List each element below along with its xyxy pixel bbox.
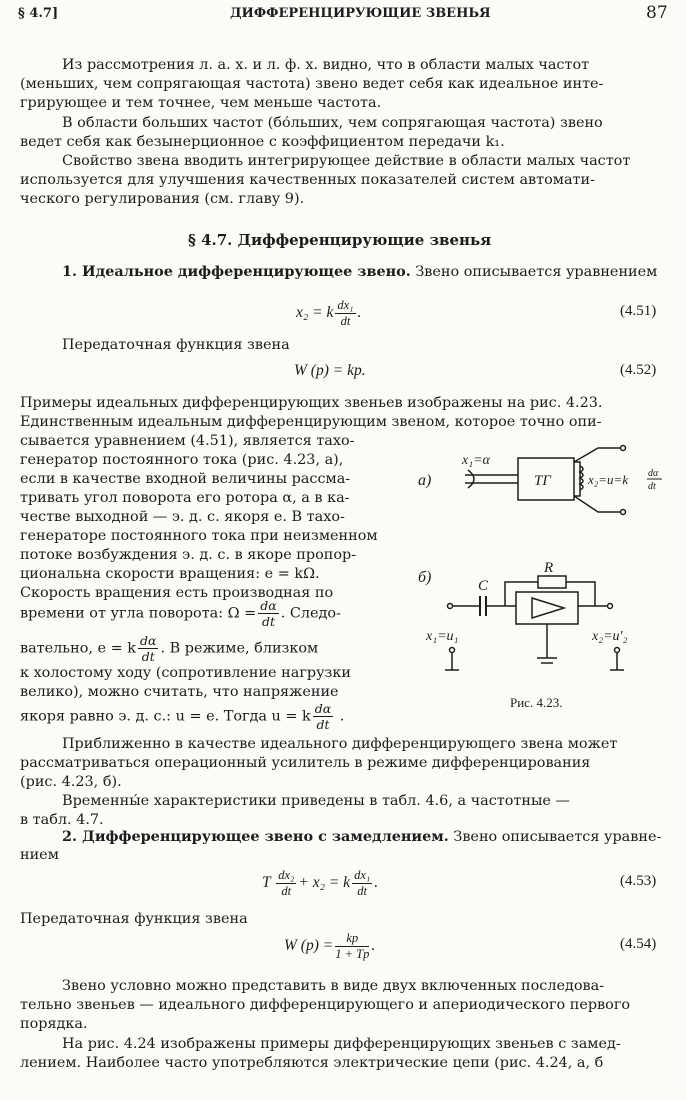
- sub2-line: [62, 827, 661, 847]
- p3-line-2: используется для улучшения качественных показателей систем автомати-: [20, 172, 595, 188]
- section-title: § 4.7. Дифференцирующие звенья: [188, 231, 492, 249]
- l14-fraction: [313, 701, 333, 732]
- fig-input-a: x₁=α: [462, 453, 490, 468]
- eq453-fraction-2: [352, 868, 372, 899]
- p3-line-1: Свойство звена вводить интегрирующее действие в области малых частот: [62, 153, 631, 169]
- fig-output-a-num: dα: [648, 468, 659, 479]
- terminal-b-in: [448, 604, 453, 609]
- sub1-heading: 1. Идеальное дифференцирующее звено.: [62, 263, 411, 280]
- transfer-label-1: Передаточная функция звена: [62, 337, 290, 353]
- wrap-line-2: генератор постоянного тока (рис. 4.23, а),: [20, 452, 344, 468]
- feedback-right: [566, 582, 595, 606]
- sub2-text: Звено описывается уравне-: [448, 829, 662, 845]
- l11-text-b: . В режиме, близком: [160, 640, 319, 657]
- l14-text-a: якоря равно э. д. с.: u = e. Тогда u = k: [20, 708, 311, 725]
- p5-line-2: рассматриваться операционный усилитель в режиме дифференцирования: [20, 755, 591, 771]
- l10-text-a: времени от угла поворота: Ω =: [20, 605, 257, 622]
- running-section: § 4.7]: [18, 6, 59, 21]
- eq453-den1: dt: [281, 884, 292, 898]
- page-number: 87: [646, 3, 668, 23]
- wrap-line-11: [20, 633, 318, 664]
- amplifier-triangle: [532, 598, 564, 618]
- wrap-line-5: честве выходной — э. д. с. якоря е. В тахо-: [20, 509, 345, 525]
- p6-line-2: в табл. 4.7.: [20, 812, 104, 828]
- eq451-lhs: x₂ = k: [296, 304, 334, 322]
- l10-num: dα: [260, 598, 277, 613]
- eq451-num: dx₁: [337, 298, 354, 312]
- equation-4-52: W (p) = kp.: [294, 362, 366, 379]
- terminal-a-bottom: [621, 510, 626, 515]
- eq453-T: T: [262, 874, 271, 892]
- p1-line-2: (меньших, чем сопрягающая частота) звено ведет себя как идеальное инте-: [20, 76, 604, 92]
- p7-line-2: тельно звеньев — идеального дифференцирующего и апериодического первого: [20, 997, 631, 1013]
- eq454-num: kp: [335, 931, 369, 947]
- fig-output-b: x₂=u′₂: [592, 629, 628, 644]
- equation-4-54: [284, 931, 375, 962]
- l14-den: dt: [316, 717, 330, 732]
- eq453-num2: dx₁: [354, 868, 371, 882]
- eq454-fraction: [335, 931, 369, 962]
- fig-capacitor-label: C: [478, 578, 489, 594]
- p2-line-2: ведет себя как безынерционное с коэффициентом передачи k₁.: [20, 134, 505, 150]
- eq453-den2: dt: [357, 884, 368, 898]
- eq453-num1: dx₂: [278, 868, 295, 882]
- eq454-end: .: [371, 937, 376, 955]
- equation-number-4-53: (4.53): [620, 873, 657, 889]
- equation-number-4-51: (4.51): [620, 303, 657, 319]
- eq453-end: .: [374, 874, 379, 892]
- wrap-line-14: [20, 701, 344, 732]
- fig-input-b: x₁=u₁: [426, 629, 459, 644]
- wrap-line-10: [20, 598, 341, 629]
- equation-number-4-52: (4.52): [620, 362, 657, 378]
- eq451-fraction: [335, 298, 355, 329]
- fig-output-a-den: dt: [648, 481, 656, 492]
- sub2-cont: нием: [20, 847, 59, 863]
- p3-line-3: ческого регулирования (см. главу 9).: [20, 191, 305, 207]
- l14-text-b: .: [335, 708, 345, 725]
- sub2-heading: 2. Дифференцирующее звено с замедлением.: [62, 828, 449, 845]
- wrap-line-8: циональна скорости вращения: е = kΩ.: [20, 566, 320, 582]
- equation-number-4-54: (4.54): [620, 936, 657, 952]
- out-wire-top: [574, 448, 620, 462]
- running-title: ДИФФЕРЕНЦИРУЮЩИЕ ЗВЕНЬЯ: [230, 6, 491, 21]
- terminal-in-ground: [450, 648, 455, 653]
- equation-4-53: [262, 868, 378, 899]
- eq451-end: .: [357, 304, 362, 322]
- output-coil: [574, 462, 580, 496]
- rotation-arrow: [468, 470, 474, 488]
- wrap-line-4: тривать угол поворота его ротора α, а в ка-: [20, 490, 350, 506]
- wrap-line-7: потоке возбуждения э. д. с. в якоре пропор-: [20, 547, 357, 563]
- eq454-lhs: W (p) =: [284, 937, 334, 955]
- p4-line-2: Единственным идеальным дифференцирующим звеном, которое точно опи-: [20, 414, 602, 430]
- l11-den: dt: [141, 649, 155, 664]
- fig-resistor-label: R: [544, 560, 554, 576]
- l10-text-b: . Следо-: [280, 605, 341, 622]
- resistor: [538, 576, 566, 588]
- l11-fraction: [138, 633, 158, 664]
- terminal-b-out: [608, 604, 613, 609]
- sub1-text: Звено описывается уравнением: [410, 264, 658, 280]
- terminal-out-ground: [615, 648, 620, 653]
- fig-label-b: б): [418, 569, 432, 586]
- p8-line-1: На рис. 4.24 изображены примеры дифференцирующих звеньев с замед-: [62, 1036, 621, 1052]
- p7-line-1: Звено условно можно представить в виде двух включенных последова-: [62, 978, 605, 994]
- p8-line-2: лением. Наиболее часто употребляются электрические цепи (рис. 4.24, а, б: [20, 1055, 604, 1071]
- fig-label-a: а): [418, 472, 432, 489]
- wrap-line-6: генераторе постоянного тока при неизменном: [20, 528, 378, 544]
- op-amp-block: [516, 592, 578, 624]
- out-wire-bottom: [574, 496, 620, 512]
- wrap-line-12: к холостому ходу (сопротивление нагрузки: [20, 665, 351, 681]
- wrap-line-13: велико), можно считать, что напряжение: [20, 684, 339, 700]
- eq451-den: dt: [340, 314, 351, 328]
- wrap-line-3: если в качестве входной величины рассма-: [20, 471, 351, 487]
- l11-text-a: вательно, e = k: [20, 640, 136, 657]
- fig-block-a: ТГ: [534, 473, 551, 489]
- terminal-a-top: [621, 446, 626, 451]
- p4-line-1: Примеры идеальных дифференцирующих звеньев изображены на рис. 4.23.: [20, 395, 603, 411]
- eq453-fraction-1: [276, 868, 296, 899]
- p1-line-3: грирующее и тем точнее, чем меньше частота.: [20, 95, 382, 111]
- eq453-mid: + x₂ = k: [298, 874, 351, 892]
- l14-num: dα: [314, 701, 332, 716]
- l11-num: dα: [139, 633, 157, 648]
- figure-4-23: [410, 430, 680, 720]
- l10-den: dt: [261, 614, 275, 629]
- wrap-line-1: сывается уравнением (4.51), является тахо-: [20, 433, 355, 449]
- equation-4-51: [296, 298, 361, 329]
- p7-line-3: порядка.: [20, 1016, 88, 1032]
- p5-line-3: (рис. 4.23, б).: [20, 774, 122, 790]
- p1-line-1: Из рассмотрения л. а. х. и л. ф. х. видно, что в области малых частот: [62, 57, 590, 73]
- p2-line-1: В области больших частот (бо́льших, чем сопрягающая частота) звено: [62, 115, 603, 131]
- feedback-left: [505, 582, 538, 606]
- wrap-line-9: Скорость вращения есть производная по: [20, 585, 334, 601]
- p5-line-1: Приближенно в качестве идеального дифференцирующего звена может: [62, 736, 618, 752]
- p6-line-1: Временны́е характеристики приведены в табл. 4.6, а частотные —: [62, 793, 570, 809]
- eq454-den: 1 + Tp: [335, 947, 370, 961]
- figure-caption: Рис. 4.23.: [510, 695, 563, 710]
- l10-fraction: [258, 598, 278, 629]
- sub1-line: [62, 262, 657, 282]
- transfer-label-2: Передаточная функция звена: [20, 911, 248, 927]
- fig-output-a: x₂=u=k: [588, 472, 629, 487]
